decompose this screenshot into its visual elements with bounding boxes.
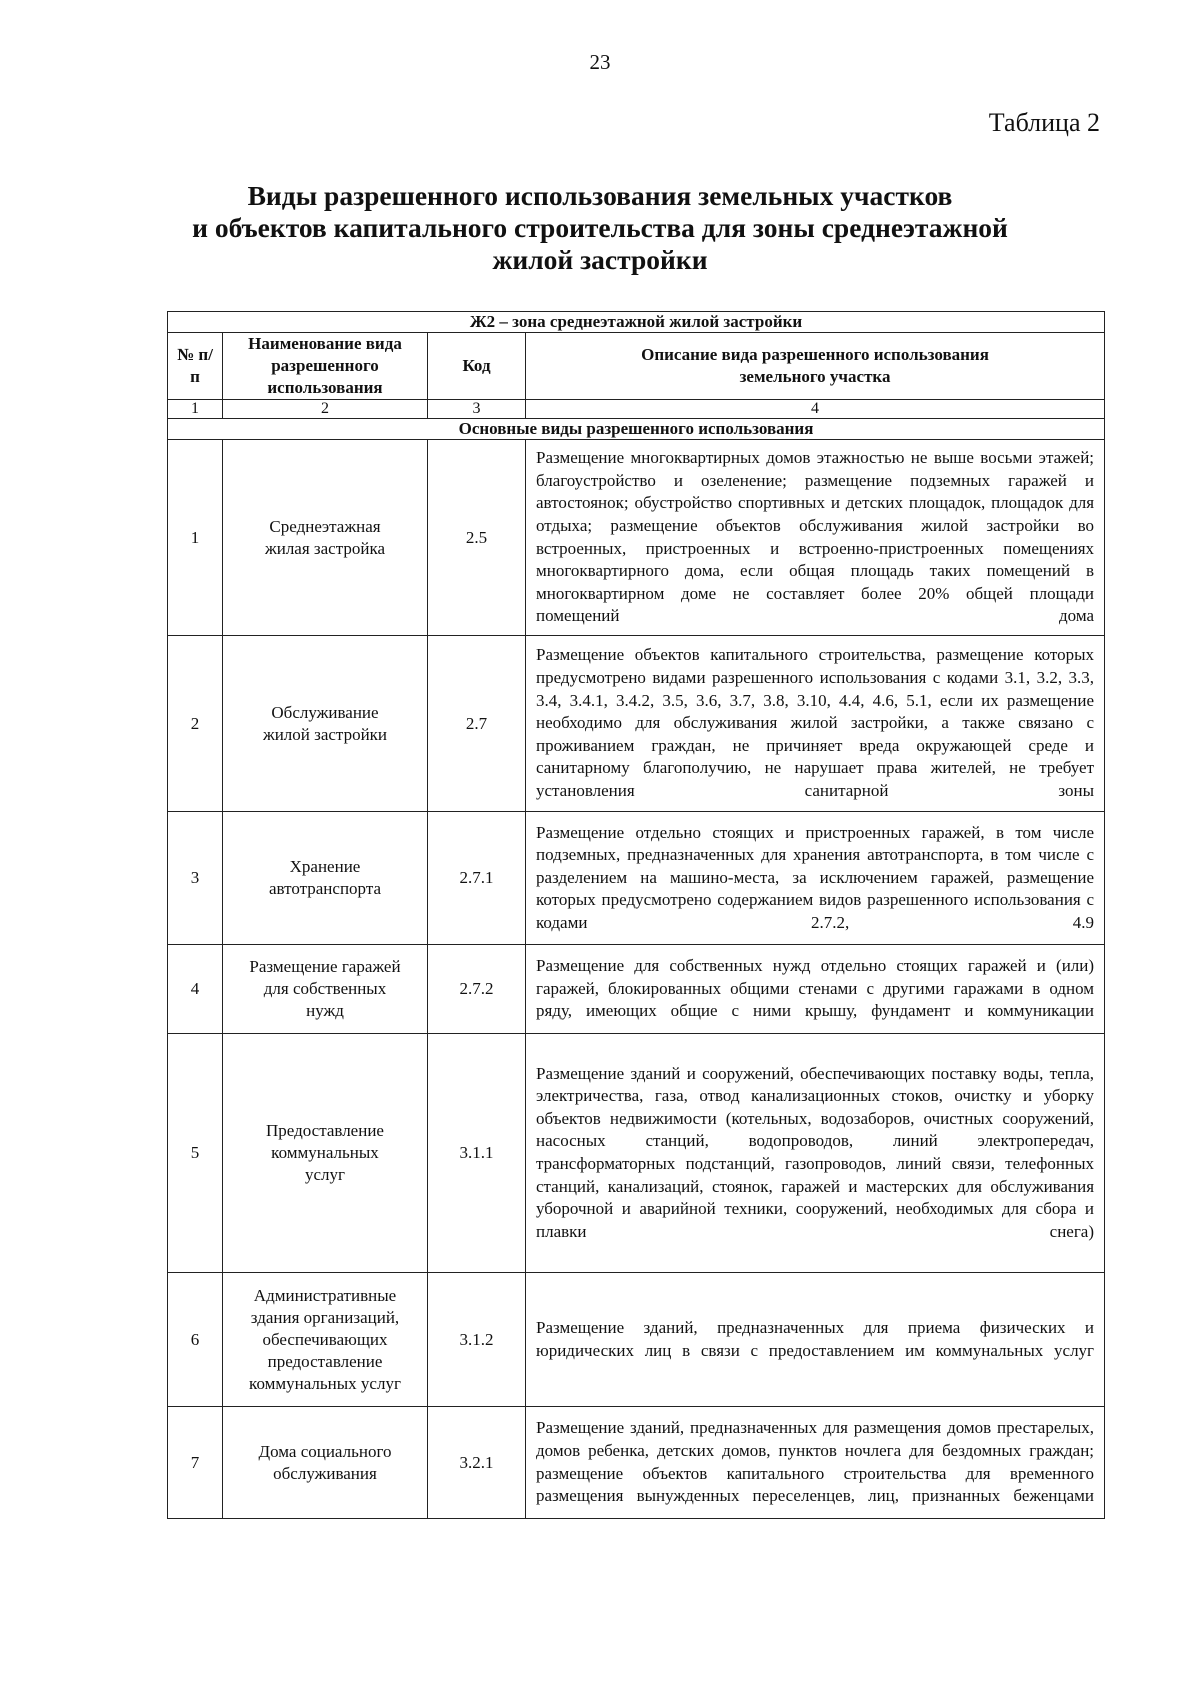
- use-code: 2.7.2: [428, 945, 526, 1034]
- use-code: 2.7.1: [428, 812, 526, 945]
- use-name: Среднеэтажная жилая застройка: [223, 440, 428, 636]
- use-code: 3.1.1: [428, 1034, 526, 1273]
- column-index: 3: [428, 400, 526, 419]
- table-row: [168, 636, 1105, 812]
- column-index: 2: [223, 400, 428, 419]
- row-number: 7: [168, 1407, 223, 1519]
- use-description: Размещение зданий, предназначенных для приема физических и юридических лиц в связи с предоставлением им коммунальных услуг: [526, 1273, 1105, 1407]
- use-code: 2.7: [428, 636, 526, 812]
- row-number: 5: [168, 1034, 223, 1273]
- zone-header-row: [168, 312, 1105, 333]
- row-number: 3: [168, 812, 223, 945]
- column-header-row: [168, 333, 1105, 400]
- table-row: [168, 945, 1105, 1034]
- row-number: 4: [168, 945, 223, 1034]
- section-header-row: [168, 419, 1105, 440]
- section-header: Основные виды разрешенного использования: [168, 419, 1105, 440]
- table-row: [168, 812, 1105, 945]
- title-line-3: жилой застройки: [492, 244, 708, 275]
- use-code: 2.5: [428, 440, 526, 636]
- use-description: Размещение отдельно стоящих и пристроенных гаражей, в том числе подземных, предназначенных для хранения автотранспорта, в том числе с разделением на машино-места, за исключением гаражей, размещение которых предусмотрено содержанием видов разрешенного использования с кодами 2.7.2, 4.9: [526, 812, 1105, 945]
- land-use-table: [167, 311, 1105, 1519]
- column-header-desc: Описание вида разрешенного использования земельного участка: [526, 333, 1105, 400]
- column-index: 4: [526, 400, 1105, 419]
- table-row: [168, 1273, 1105, 1407]
- use-description: Размещение зданий, предназначенных для размещения домов престарелых, домов ребенка, детских домов, пунктов ночлега для бездомных граждан; размещение объектов капитального строительства для временного размещения вынужденных переселенцев, лиц, признанных беженцами: [526, 1407, 1105, 1519]
- title-line-2: и объектов капитального строительства для зоны среднеэтажной: [192, 212, 1008, 243]
- column-header-code: Код: [428, 333, 526, 400]
- use-code: 3.1.2: [428, 1273, 526, 1407]
- document-title: [100, 180, 1100, 276]
- table-row: [168, 1407, 1105, 1519]
- column-index-row: [168, 400, 1105, 419]
- row-number: 2: [168, 636, 223, 812]
- use-name: Хранение автотранспорта: [223, 812, 428, 945]
- use-name: Дома социального обслуживания: [223, 1407, 428, 1519]
- column-header-num: № п/п: [168, 333, 223, 400]
- column-index: 1: [168, 400, 223, 419]
- use-name: Административные здания организаций, обеспечивающих предоставление коммунальных услуг: [223, 1273, 428, 1407]
- use-name: Предоставление коммунальных услуг: [223, 1034, 428, 1273]
- column-header-name: Наименование вида разрешенного использования: [223, 333, 428, 400]
- use-name: Размещение гаражей для собственных нужд: [223, 945, 428, 1034]
- title-line-1: Виды разрешенного использования земельных участков: [247, 180, 953, 211]
- use-description: Размещение объектов капитального строительства, размещение которых предусмотрено видами разрешенного использования с кодами 3.1, 3.2, 3.3, 3.4, 3.4.1, 3.4.2, 3.5, 3.6, 3.7, 3.8, 3.10, 4.4, 4.6, 5.1, если их размещение необходимо для обслуживания жилой застройки, а также связано с проживанием граждан, не причиняет вреда окружающей среде и санитарному благополучию, не нарушает права жителей, не требует установления санитарной зоны: [526, 636, 1105, 812]
- table-row: [168, 1034, 1105, 1273]
- use-description: Размещение зданий и сооружений, обеспечивающих поставку воды, тепла, электричества, газа, отвод канализационных стоков, очистку и уборку объектов недвижимости (котельных, водозаборов, очистных сооружений, насосных станций, водопроводов, линий электропередач, трансформаторных подстанций, газопроводов, линий связи, телефонных станций, канализаций, стоянок, гаражей и мастерских для обслуживания уборочной и аварийной техники, сооружений, необходимых для сбора и плавки снега): [526, 1034, 1105, 1273]
- table-row: [168, 440, 1105, 636]
- zone-header: Ж2 – зона среднеэтажной жилой застройки: [168, 312, 1105, 333]
- row-number: 1: [168, 440, 223, 636]
- use-description: Размещение для собственных нужд отдельно стоящих гаражей и (или) гаражей, блокированных общими стенами с другими гаражами в одном ряду, имеющих общие с ними крышу, фундамент и коммуникации: [526, 945, 1105, 1034]
- page-number: 23: [589, 50, 611, 74]
- use-name: Обслуживание жилой застройки: [223, 636, 428, 812]
- row-number: 6: [168, 1273, 223, 1407]
- table-label: Таблица 2: [988, 108, 1100, 137]
- use-description: Размещение многоквартирных домов этажностью не выше восьми этажей; благоустройство и озеленение; размещение подземных гаражей и автостоянок; обустройство спортивных и детских площадок, площадок для отдыха; размещение объектов обслуживания жилой застройки во встроенных, пристроенных и встроенно-пристроенных помещениях многоквартирного дома, если общая площадь таких помещений в многоквартирном доме не составляет более 20% общей площади помещений дома: [526, 440, 1105, 636]
- use-code: 3.2.1: [428, 1407, 526, 1519]
